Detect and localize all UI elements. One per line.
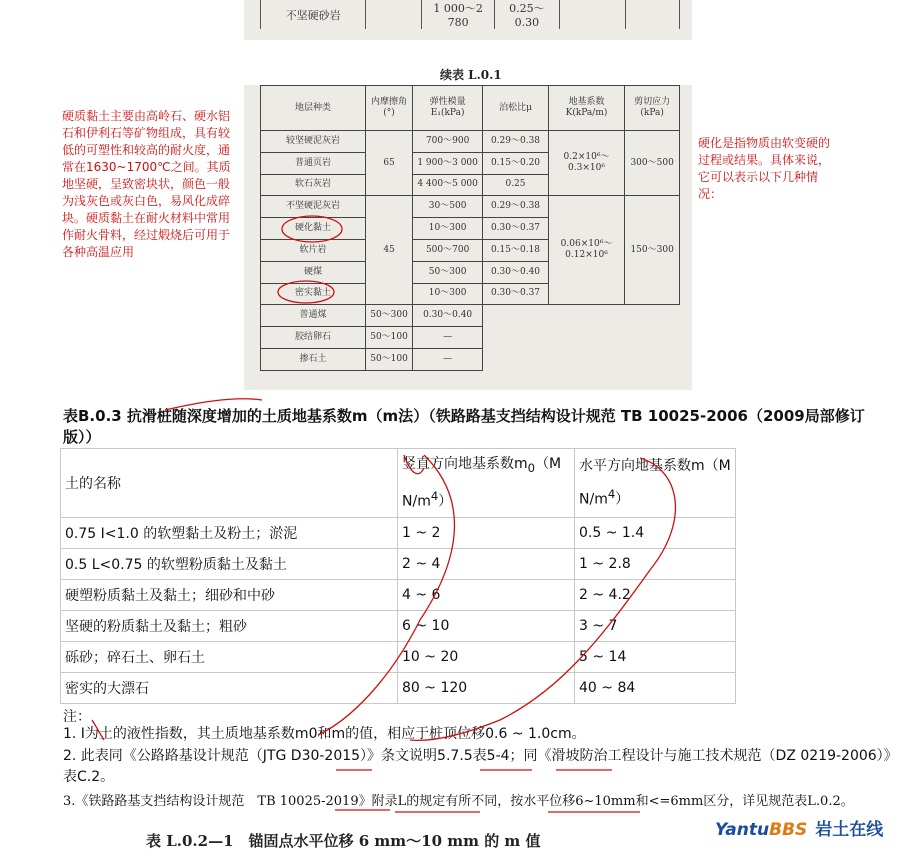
vertical-coef-cell: 80 ~ 120	[398, 673, 575, 704]
annotation-right: 硬化是指物质由软变硬的过程或结果。具体来说，它可以表示以下几种情况：	[698, 136, 831, 201]
horizontal-coef-cell: 5 ~ 14	[575, 642, 736, 673]
scan-table-cell: 掺石土	[261, 348, 366, 370]
scan-table-cell: 0.30～0.37	[483, 283, 549, 305]
scan-th-6: 剪切应力(kPa)	[625, 86, 680, 131]
scan-table-cell: 硬化黏土	[261, 218, 366, 240]
scan-table	[244, 85, 692, 390]
annotation-left: 硬质黏土主要由高岭石、硬水铝石和伊利石等矿物组成，具有较低的可塑性和较高的耐火度，通常在1630~1700℃之间。其质地坚硬，呈致密块状，颜色一般为浅灰色或灰白色，易风化成碎块。硬质黏土在耐火材料中常用作耐火骨料，经过煅烧后可用于各种高温应用	[62, 109, 231, 259]
vertical-coef-cell: 1 ~ 2	[398, 518, 575, 549]
soil-name-cell: 坚硬的粉质黏土及黏土；粗砂	[61, 611, 398, 642]
scan-table-cell: 不坚硬泥灰岩	[261, 196, 366, 218]
vertical-coef-cell: 10 ~ 20	[398, 642, 575, 673]
soil-name-cell: 砾砂；碎石土、卵石土	[61, 642, 398, 673]
scan-table-title: 续表 L.0.1	[440, 68, 502, 82]
note-1: 1. I为土的液性指数，其土质地基系数m0和m的值，相应于桩顶位移0.6 ~ 1.0cm。	[63, 726, 586, 742]
scan-th-3: 弹性模量E₁(kPa)	[412, 86, 482, 131]
vertical-coef-cell: 4 ~ 6	[398, 580, 575, 611]
scan-table-row	[261, 348, 680, 370]
horizontal-coef-cell: 0.5 ~ 1.4	[575, 518, 736, 549]
scan-table-cell: 0.30～0.40	[412, 305, 482, 327]
scan-table-cell: 胶结卵石	[261, 327, 366, 349]
scan-th-2: 内摩擦角(°)	[366, 86, 413, 131]
scan-table-cell: 0.30～0.37	[483, 218, 549, 240]
scan-th-4: 泊松比μ	[483, 86, 549, 131]
scan-table-cell: 50～100	[366, 348, 413, 370]
note-2: 2. 此表同《公路路基设计规范（JTG D30-2015）》条文说明5.7.5表5-4；同《滑坡防治工程设计与施工技术规范（DZ 0219-2006）》表C.2。	[63, 748, 891, 785]
scan-top-modulus: 1 000～2 780	[422, 0, 494, 29]
main-table-row	[61, 673, 736, 704]
scan-table-cell: 50～100	[366, 327, 413, 349]
scan-table-cell: 30～500	[412, 196, 482, 218]
soil-name-cell: 0.5 L<0.75 的软塑粉质黏土及黏土	[61, 549, 398, 580]
scan-table-cell: 10～300	[412, 218, 482, 240]
scan-table-row	[261, 327, 680, 349]
horizontal-coef-cell: 2 ~ 4.2	[575, 580, 736, 611]
scan-table-cell: 硬煤	[261, 261, 366, 283]
vertical-coef-cell: 2 ~ 4	[398, 549, 575, 580]
header-horizontal: 水平方向地基系数m（M $N/m^4$）	[575, 449, 736, 518]
scan-table-cell: 10～300	[412, 283, 482, 305]
note-3: 3.《铁路路基支挡结构设计规范 TB 10025-2019》附录L的规定有所不同，按水平位移6~10mm和<=6mm区分，详见规范表L.0.2。	[63, 794, 854, 809]
scan-table-cell: 较坚硬泥灰岩	[261, 131, 366, 153]
scan-table-cell: 0.15～0.20	[483, 152, 549, 174]
scan-table-cell: 50～300	[412, 261, 482, 283]
vertical-coef-cell: 6 ~ 10	[398, 611, 575, 642]
notes-label: 注：	[63, 709, 91, 725]
yantubbs-logo: YantuBBS 岩土在线	[715, 820, 884, 840]
scan-th-5: 地基系数K(kPa/m)	[548, 86, 625, 131]
scan-table-cell: 0.2×10⁶～0.3×10⁶	[548, 131, 625, 196]
scan-table-row	[261, 196, 680, 218]
scan-table-cell: 500～700	[412, 239, 482, 261]
header-vertical: 竖直方向地基系数$m_0(M$ $N/m^4$）	[398, 449, 575, 518]
scan-table-cell: 密实黏土	[261, 283, 366, 305]
main-table-title: 表B.0.3 抗滑桩随深度增加的土质地基系数m（m法）（铁路路基支挡结构设计规范 TB 10025-2006（2009局部修订版））	[63, 407, 865, 446]
scan-table-cell: 软片岩	[261, 239, 366, 261]
scan-table-cell: 65	[366, 131, 413, 196]
horizontal-coef-cell: 40 ~ 84	[575, 673, 736, 704]
scan-table-cell: 50～300	[366, 305, 413, 327]
scan-th-1: 地层种类	[261, 86, 366, 131]
main-table-header-row	[61, 449, 736, 518]
main-table-row	[61, 549, 736, 580]
main-table-row	[61, 611, 736, 642]
main-table-row	[61, 580, 736, 611]
scan-table-cell: 0.29～0.38	[483, 196, 549, 218]
scan-table-cell: 150～300	[625, 196, 680, 305]
scan-table-cell: —	[412, 327, 482, 349]
scan-table-cell: 普通煤	[261, 305, 366, 327]
scan-top-poisson: 0.25～0.30	[494, 0, 559, 29]
soil-name-cell: 密实的大漂石	[61, 673, 398, 704]
scan-table-cell: 0.25	[483, 174, 549, 196]
scan-table-cell: 300～500	[625, 131, 680, 196]
bottom-caption: 表 L.0.2—1 锚固点水平位移 6 mm～10 mm 的 m 值	[146, 832, 541, 850]
scan-table-cell: 700～900	[412, 131, 482, 153]
scan-table-cell: 0.30～0.40	[483, 261, 549, 283]
scan-table-cell: 0.06×10⁶～0.12×10⁶	[548, 196, 625, 305]
main-table-row	[61, 518, 736, 549]
scan-table-cell: 45	[366, 196, 413, 305]
scan-table-cell: 软石灰岩	[261, 174, 366, 196]
scan-table-cell: 普通页岩	[261, 152, 366, 174]
horizontal-coef-cell: 3 ~ 7	[575, 611, 736, 642]
main-table-row	[61, 642, 736, 673]
main-table	[60, 448, 736, 704]
soil-name-cell: 硬塑粉质黏土及黏土；细砂和中砂	[61, 580, 398, 611]
scan-table-cell: 0.15～0.18	[483, 239, 549, 261]
scan-table-cell: 4 400～5 000	[412, 174, 482, 196]
scan-table-cell: 0.29～0.38	[483, 131, 549, 153]
scan-table-row	[261, 305, 680, 327]
scan-table-cell: 1 900～3 000	[412, 152, 482, 174]
soil-name-cell: 0.75 I<1.0 的软塑黏土及粉土；淤泥	[61, 518, 398, 549]
scan-top-rock: 不坚硬砂岩	[261, 0, 366, 29]
scan-top-strip	[244, 0, 692, 40]
horizontal-coef-cell: 1 ~ 2.8	[575, 549, 736, 580]
header-soil-name: 土的名称	[61, 449, 398, 518]
scan-table-row	[261, 131, 680, 153]
scan-table-cell: —	[412, 348, 482, 370]
